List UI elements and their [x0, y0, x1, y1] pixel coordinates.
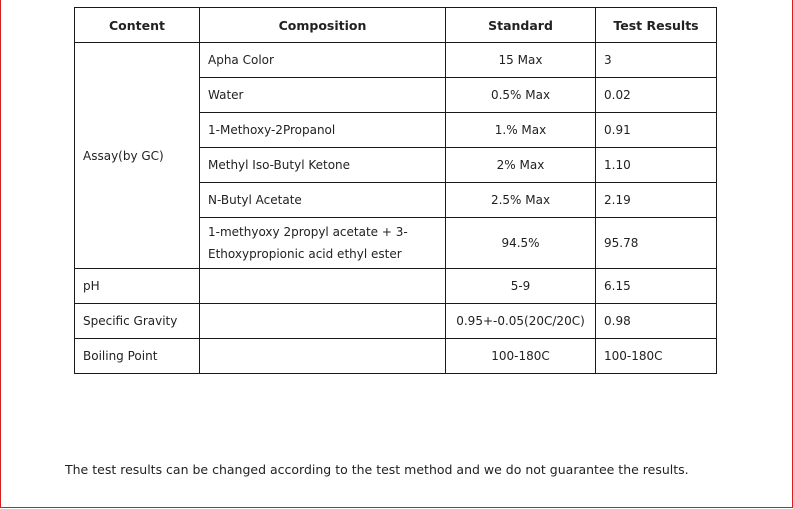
- composition-cell: N-Butyl Acetate: [200, 183, 446, 218]
- standard-cell: 94.5%: [446, 218, 596, 269]
- header-standard: Standard: [446, 8, 596, 43]
- table-header-row: [75, 8, 717, 43]
- result-cell: 100-180C: [596, 339, 717, 374]
- composition-cell: 1-Methoxy-2Propanol: [200, 113, 446, 148]
- standard-cell: 1.% Max: [446, 113, 596, 148]
- content-cell: Specific Gravity: [75, 304, 200, 339]
- composition-cell: [200, 339, 446, 374]
- result-cell: 95.78: [596, 218, 717, 269]
- standard-cell: 2% Max: [446, 148, 596, 183]
- composition-cell: 1-methyoxy 2propyl acetate + 3-Ethoxypropionic acid ethyl ester: [200, 218, 446, 269]
- standard-cell: 5-9: [446, 269, 596, 304]
- standard-cell: 15 Max: [446, 43, 596, 78]
- standard-cell: 0.5% Max: [446, 78, 596, 113]
- result-cell: 0.98: [596, 304, 717, 339]
- table-row: [75, 269, 717, 304]
- result-cell: 0.91: [596, 113, 717, 148]
- standard-cell: 100-180C: [446, 339, 596, 374]
- result-cell: 2.19: [596, 183, 717, 218]
- table-row: [75, 43, 717, 78]
- header-composition: Composition: [200, 8, 446, 43]
- composition-cell: Methyl Iso-Butyl Ketone: [200, 148, 446, 183]
- result-cell: 0.02: [596, 78, 717, 113]
- table-row: [75, 339, 717, 374]
- composition-cell: [200, 269, 446, 304]
- result-cell: 6.15: [596, 269, 717, 304]
- table-row: [75, 304, 717, 339]
- standard-cell: 2.5% Max: [446, 183, 596, 218]
- composition-cell: [200, 304, 446, 339]
- disclaimer-note: The test results can be changed according to the test method and we do not guarantee the results.: [65, 462, 689, 477]
- result-cell: 1.10: [596, 148, 717, 183]
- header-test-results: Test Results: [596, 8, 717, 43]
- header-content: Content: [75, 8, 200, 43]
- result-cell: 3: [596, 43, 717, 78]
- content-cell: pH: [75, 269, 200, 304]
- composition-cell: Water: [200, 78, 446, 113]
- test-results-table: [74, 7, 717, 374]
- composition-cell: Apha Color: [200, 43, 446, 78]
- standard-cell: 0.95+-0.05(20C/20C): [446, 304, 596, 339]
- assay-label: Assay(by GC): [75, 43, 200, 269]
- content-cell: Boiling Point: [75, 339, 200, 374]
